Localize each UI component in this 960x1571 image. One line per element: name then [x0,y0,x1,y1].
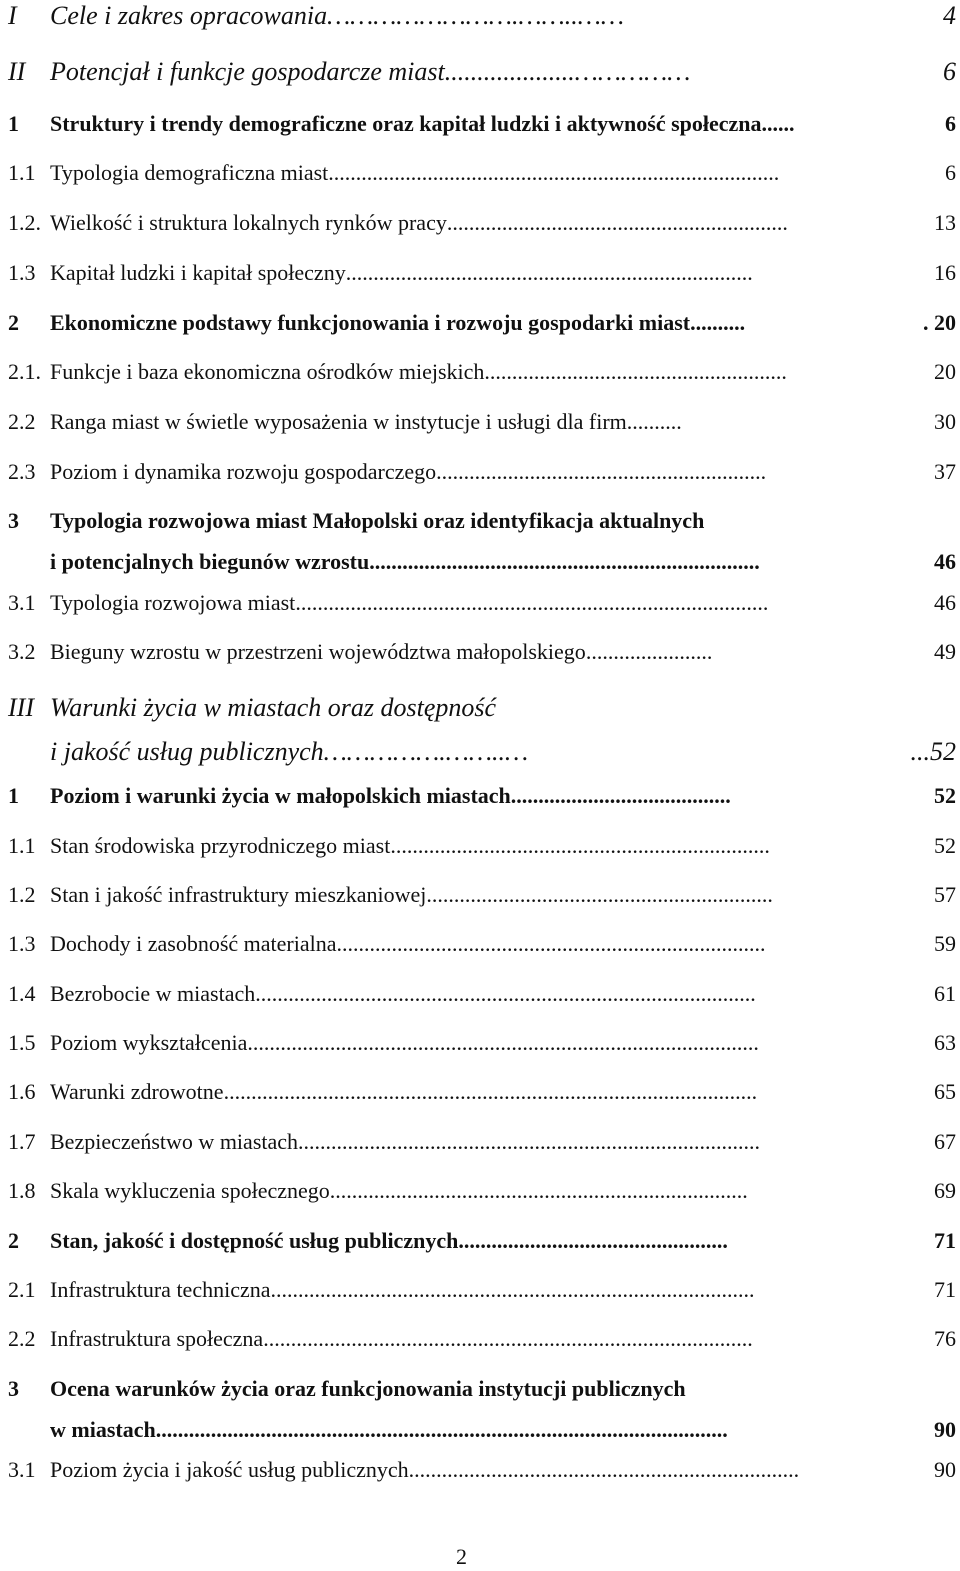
toc-number: 3.1 [8,1457,36,1482]
toc-leader: .............................................................................. [336,931,766,956]
toc-title: Bezpieczeństwo w miastach [50,1129,299,1154]
toc-entry [8,0,956,32]
toc-number: 1.7 [8,1129,36,1154]
toc-title: Stan środowiska przyrodniczego miast [50,833,391,858]
toc-entry [8,309,956,337]
toc-number: 1.8 [8,1178,36,1203]
toc-page: 4 [943,1,956,30]
toc-leader: ............................................................... [426,882,773,907]
toc-entry [8,1375,956,1403]
toc-leader: ........................................................................................................ [155,1417,728,1442]
toc-leader: ............................................................ [436,459,767,484]
toc-page: 30 [934,409,956,434]
toc-number: 3 [8,1376,19,1401]
toc-page: 65 [934,1079,956,1104]
toc-page: 46 [934,590,956,615]
toc-entry [8,110,956,138]
toc-title: Poziom i warunki życia w małopolskich miastach [50,783,511,808]
toc-number: 1.5 [8,1030,36,1055]
toc-page: 67 [934,1129,956,1154]
toc-number: 1.3 [8,260,36,285]
toc-leader: .................................................................................... [298,1129,761,1154]
toc-title: Potencjał i funkcje gospodarcze miast. [50,57,452,86]
toc-entry [8,782,956,810]
toc-page: 63 [934,1030,956,1055]
toc-leader: ...................................................................................... [295,590,769,615]
toc-page: 61 [934,981,956,1006]
toc-number: 2 [8,1228,19,1253]
toc-title: Bieguny wzrostu w przestrzeni województwa małopolskiego [50,639,586,664]
toc-number: 2.3 [8,459,36,484]
toc-title: w miastach [50,1417,156,1442]
toc-entry-continuation [8,736,956,768]
toc-number: 2.2 [8,1326,36,1351]
toc-page: 16 [934,260,956,285]
toc-title: Typologia demograficzna miast [50,160,329,185]
toc-title: Stan, jakość i dostępność usług publicznych [50,1228,459,1253]
toc-leader: ....................... [585,639,713,664]
toc-leader: .......... [626,409,682,434]
toc-number: 1 [8,111,19,136]
toc-number: III [8,693,34,722]
toc-page: 13 [934,210,956,235]
toc-entry [8,980,956,1008]
toc-number: 1.3 [8,931,36,956]
toc-title: Skala wykluczenia społecznego [50,1178,330,1203]
toc-entry [8,358,956,386]
toc-number: 1 [8,783,19,808]
toc-leader: ......................................................................................... [263,1326,753,1351]
toc-leader: ............................................................................ [329,1178,748,1203]
toc-leader: …………………….……..…… [327,1,624,30]
toc-leader: ..................................................................... [390,833,770,858]
toc-leader: ....................................................................... [369,549,760,574]
toc-entry [8,159,956,187]
toc-entry [8,56,956,88]
toc-page: 71 [934,1277,956,1302]
toc-entry [8,1029,956,1057]
toc-leader: .................................................................................. [328,160,780,185]
toc-page: 57 [934,882,956,907]
toc-entry [8,259,956,287]
toc-entry [8,1128,956,1156]
toc-title: Ranga miast w świetle wyposażenia w instytucje i usługi dla firm [50,409,627,434]
toc-number: 2.2 [8,409,36,434]
toc-title: Infrastruktura społeczna [50,1326,264,1351]
toc-leader: …………….……..… [323,737,529,766]
toc-page: ...52 [910,737,956,766]
toc-title: Warunki życia w miastach oraz dostępność [50,693,497,722]
toc-entry [8,1456,956,1484]
toc-page: 6 [945,111,956,136]
toc-title: Typologia rozwojowa miast [50,590,296,615]
toc-title: Poziom życia i jakość usług publicznych [50,1457,409,1482]
toc-entry [8,507,956,535]
toc-number: 1.1 [8,833,36,858]
toc-entry [8,1078,956,1106]
toc-leader: ............................................................................................. [247,1030,759,1055]
toc-title: Wielkość i struktura lokalnych rynków pracy [50,210,447,235]
toc-page: 59 [934,931,956,956]
toc-page: 6 [945,160,956,185]
toc-title: Struktury i trendy demograficzne oraz kapitał ludzki i aktywność społeczna [50,111,762,136]
toc-number: 2.1. [8,359,41,384]
toc-page: 71 [934,1228,956,1253]
toc-number: 3.2 [8,639,36,664]
toc-number: 2 [8,310,19,335]
toc-number: 1.2. [8,210,41,235]
toc-title: Poziom wykształcenia [50,1030,248,1055]
toc-entry [8,638,956,666]
toc-title: Ocena warunków życia oraz funkcjonowania instytucji publicznych [50,1376,686,1401]
toc-title: Kapitał ludzki i kapitał społeczny [50,260,346,285]
toc-page: 49 [934,639,956,664]
toc-page: 6 [943,57,956,86]
toc-title: i jakość usług publicznych [50,737,324,766]
toc-page: 52 [934,783,956,808]
toc-page: 69 [934,1178,956,1203]
toc-title: Infrastruktura techniczna [50,1277,271,1302]
toc-entry [8,930,956,958]
toc-number: 1.4 [8,981,36,1006]
toc-entry-continuation [8,1416,956,1444]
toc-title: Poziom i dynamika rozwoju gospodarczego [50,459,437,484]
toc-page: 46 [934,549,956,574]
toc-entry [8,589,956,617]
toc-leader: .......................................................................... [345,260,753,285]
toc-page: . 20 [923,310,956,335]
toc-leader: ................................................................................................. [223,1079,758,1104]
toc-entry [8,1276,956,1304]
toc-page: 37 [934,459,956,484]
toc-entry [8,408,956,436]
toc-title: Stan i jakość infrastruktury mieszkaniowej [50,882,427,907]
toc-leader: ........................................................................................... [255,981,756,1006]
toc-leader: ...... [761,111,795,136]
toc-page: 90 [934,1457,956,1482]
toc-page: 90 [934,1417,956,1442]
toc-title: Bezrobocie w miastach [50,981,256,1006]
toc-number: 1.1 [8,160,36,185]
toc-leader: ........................................ [510,783,731,808]
toc-leader: ....................................................................... [408,1457,800,1482]
toc-number: 3.1 [8,590,36,615]
toc-number: II [8,57,26,86]
toc-leader: ...................…………… [451,57,691,86]
toc-title: Dochody i zasobność materialna [50,931,337,956]
toc-entry [8,1227,956,1255]
toc-number: I [8,1,17,30]
toc-number: 1.2 [8,882,36,907]
toc-leader: .......... [690,310,746,335]
page-number: 2 [456,1544,467,1569]
toc-number: 2.1 [8,1277,36,1302]
toc-page: 52 [934,833,956,858]
toc-entry [8,832,956,860]
toc-entry-continuation [8,548,956,576]
toc-leader: ........................................................................................ [270,1277,755,1302]
toc-entry [8,458,956,486]
toc-title: Ekonomiczne podstawy funkcjonowania i rozwoju gospodarki miast [50,310,691,335]
toc-title: Cele i zakres opracowania [50,1,328,30]
toc-entry [8,209,956,237]
toc-entry [8,1177,956,1205]
toc-title: Warunki zdrowotne [50,1079,224,1104]
toc-entry [8,1325,956,1353]
toc-number: 1.6 [8,1079,36,1104]
toc-title: i potencjalnych biegunów wzrostu [50,549,370,574]
toc-title: Funkcje i baza ekonomiczna ośrodków miejskich [50,359,485,384]
toc-page: 76 [934,1326,956,1351]
toc-leader: ....................................................... [484,359,787,384]
toc-number: 3 [8,508,19,533]
toc-entry [8,692,956,724]
toc-leader: ................................................. [458,1228,728,1253]
toc-page: 20 [934,359,956,384]
toc-entry [8,881,956,909]
toc-leader: .............................................................. [446,210,788,235]
toc-title: Typologia rozwojowa miast Małopolski oraz identyfikacja aktualnych [50,508,705,533]
